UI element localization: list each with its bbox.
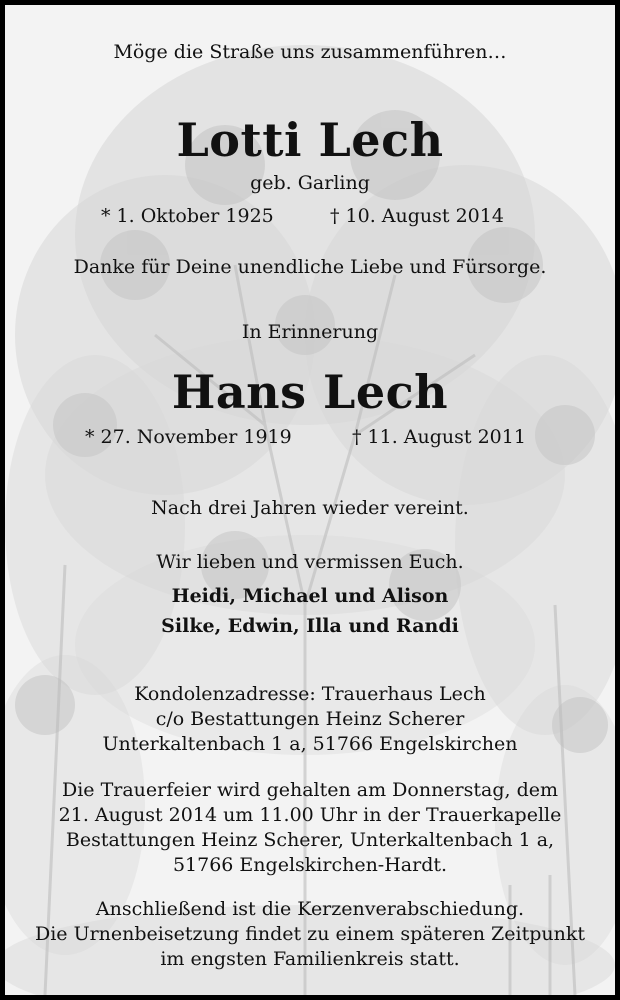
obituary-text (5, 5, 615, 995)
deceased-2-name: Hans Lech (171, 365, 449, 419)
motto: Möge die Straße uns zusammenführen… (113, 41, 507, 63)
deceased-2-born: * 27. November 1919 (85, 426, 292, 448)
memory-label: In Erinnerung (241, 321, 379, 343)
closing-line-3: im engsten Familienkreis statt. (160, 948, 460, 970)
deceased-1-born: * 1. Oktober 1925 (101, 205, 274, 227)
love-line: Wir lieben und vermissen Euch. (156, 551, 464, 573)
ceremony-line-1: Die Trauerfeier wird gehalten am Donnerstag, dem (61, 779, 559, 801)
deceased-2-died: † 11. August 2011 (352, 426, 526, 448)
ceremony-line-4: 51766 Engelskirchen-Hardt. (172, 854, 448, 876)
ceremony-line-2: 21. August 2014 um 11.00 Uhr in der Trauerkapelle (58, 804, 562, 826)
family-line-1: Heidi, Michael und Alison (171, 585, 449, 607)
condolence-line-3: Unterkaltenbach 1 a, 51766 Engelskirchen (102, 733, 518, 755)
deceased-1-birth-name: geb. Garling (250, 172, 370, 194)
closing-line-2: Die Urnenbeisetzung findet zu einem späteren Zeitpunkt (34, 923, 585, 945)
closing-line-1: Anschließend ist die Kerzenverabschiedung. (95, 898, 525, 920)
condolence-line-2: c/o Bestattungen Heinz Scherer (155, 708, 465, 730)
reunited-line: Nach drei Jahren wieder vereint. (151, 497, 469, 519)
ceremony-line-3: Bestattungen Heinz Scherer, Unterkaltenbach 1 a, (65, 829, 555, 851)
thanks-line: Danke für Deine unendliche Liebe und Fürsorge. (73, 256, 547, 278)
family-line-2: Silke, Edwin, Illa und Randi (161, 615, 459, 637)
deceased-1-name: Lotti Lech (176, 113, 444, 167)
condolence-line-1: Kondolenzadresse: Trauerhaus Lech (134, 683, 486, 705)
deceased-1-died: † 10. August 2014 (330, 205, 504, 227)
deceased-1-dates (5, 205, 615, 231)
deceased-2-dates (5, 426, 615, 452)
